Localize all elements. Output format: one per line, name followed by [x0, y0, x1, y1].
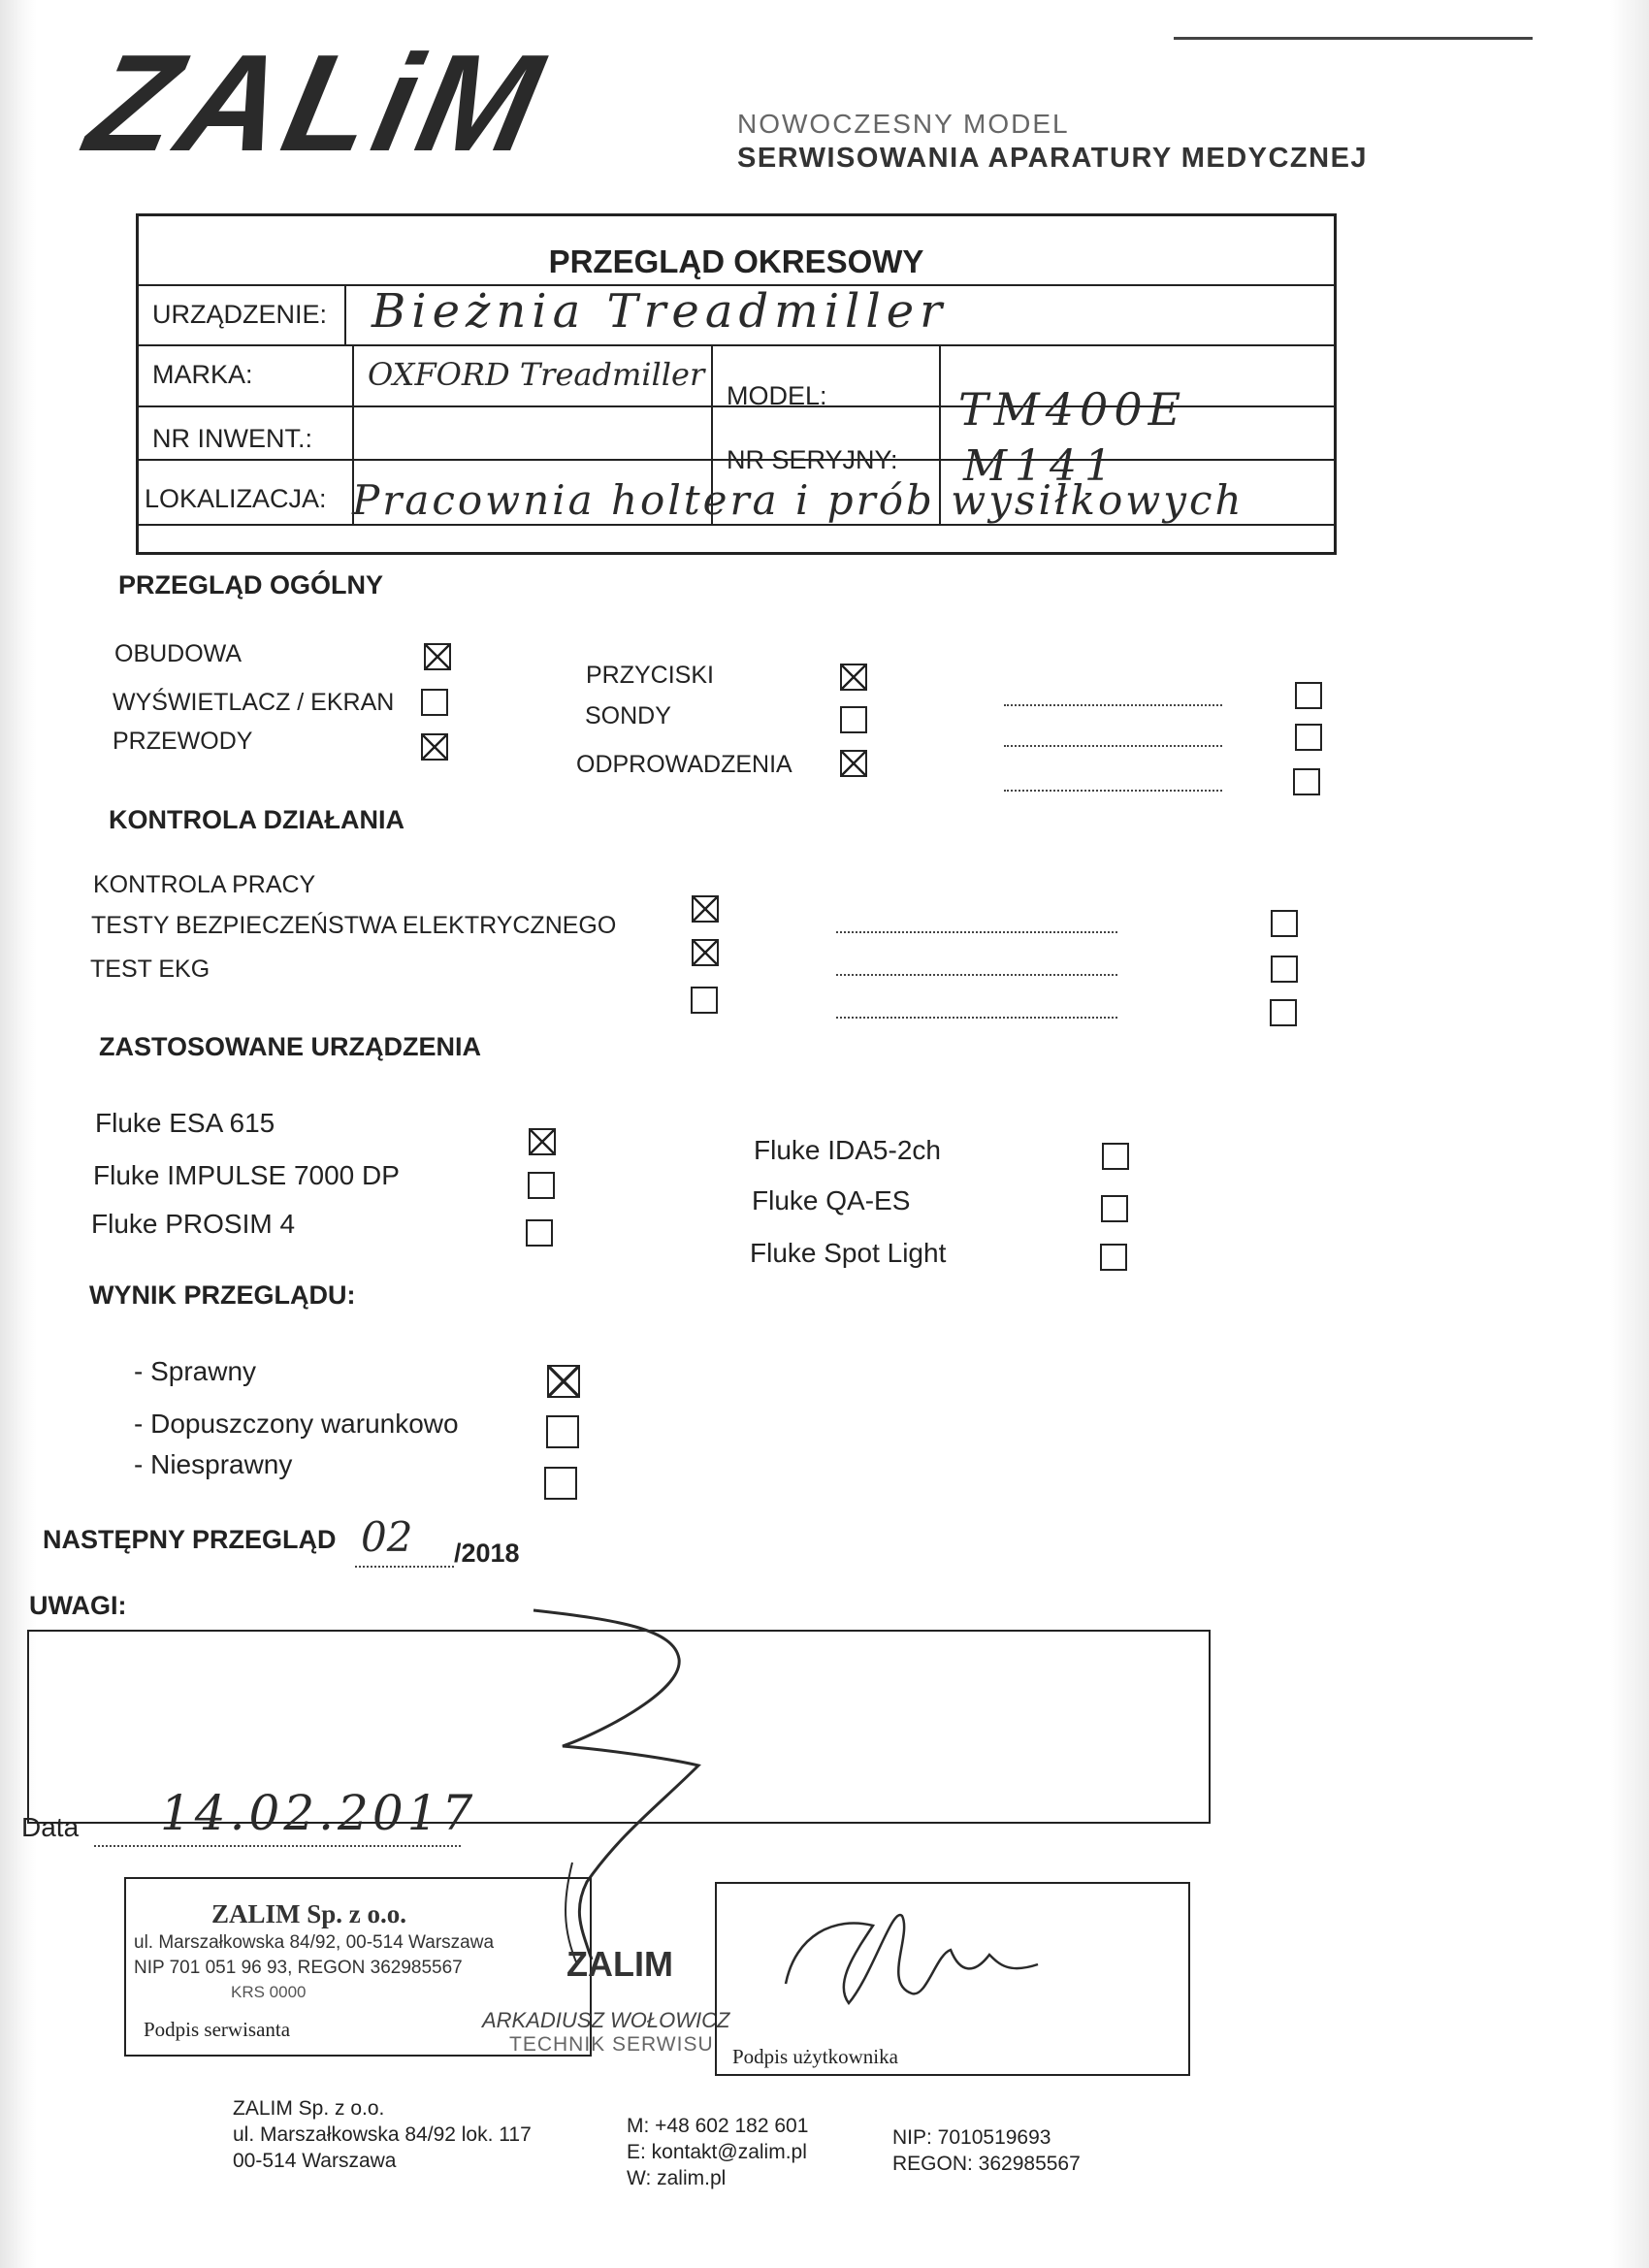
data-label: Data	[21, 1812, 80, 1842]
scan-shadow-right	[1610, 0, 1649, 2268]
dopuszczony-checkbox[interactable]	[546, 1415, 579, 1448]
testy-bezpieczenstwa-checkbox[interactable]	[692, 939, 719, 966]
tagline-2: SERWISOWANIA APARATURY MEDYCZNEJ	[737, 143, 1369, 174]
form-title: PRZEGLĄD OKRESOWY	[548, 243, 924, 279]
footer-ids	[892, 2124, 1081, 2177]
blank-line-6[interactable]	[836, 1015, 1117, 1019]
footer-email[interactable]: E: kontakt@zalim.pl	[627, 2141, 807, 2163]
niesprawny-checkbox[interactable]	[544, 1467, 577, 1500]
nr-inwent-label: NR INWENT.:	[152, 424, 312, 453]
wyswietlacz-checkbox[interactable]	[421, 689, 448, 716]
extra-checkbox-1[interactable]	[1295, 682, 1322, 709]
test-ekg-label: TEST EKG	[90, 956, 210, 983]
blank-line-1[interactable]	[1004, 702, 1222, 706]
scan-shadow-left	[0, 0, 37, 2268]
fluke-esa-615-label: Fluke ESA 615	[95, 1108, 275, 1138]
stamp-address: ul. Marszałkowska 84/92, 00-514 Warszawa	[134, 1932, 495, 1953]
footer-city: 00-514 Warszawa	[233, 2150, 397, 2172]
user-signature	[766, 1896, 1057, 2023]
extra-checkbox-2[interactable]	[1295, 724, 1322, 751]
footer-contact	[627, 2113, 808, 2191]
footer-company: ZALIM Sp. z o.o.	[233, 2097, 385, 2120]
device-info-table	[136, 213, 1337, 555]
fluke-prosim-label: Fluke PROSIM 4	[91, 1209, 296, 1239]
obudowa-label: OBUDOWA	[114, 640, 242, 667]
footer-address	[233, 2095, 532, 2174]
lokalizacja-value[interactable]: Pracownia holtera i prób wysiłkowych	[352, 476, 1245, 524]
technician-name: ARKADIUSZ WOŁOWICZ	[482, 2008, 730, 2032]
odprowadzenia-checkbox[interactable]	[840, 750, 867, 777]
stamp-ids: NIP 701 051 96 93, REGON 362985567	[134, 1958, 463, 1978]
fluke-spot-light-label: Fluke Spot Light	[750, 1238, 947, 1268]
fluke-prosim-checkbox[interactable]	[526, 1219, 553, 1247]
extra-checkbox-4[interactable]	[1271, 910, 1298, 937]
tagline-1: NOWOCZESNY MODEL	[737, 109, 1070, 139]
urzadzenie-label: URZĄDZENIE:	[152, 300, 328, 329]
nastepny-month-line[interactable]	[355, 1564, 454, 1568]
footer-nip: NIP: 7010519693	[892, 2126, 1051, 2149]
przewody-label: PRZEWODY	[113, 728, 253, 755]
fluke-impulse-checkbox[interactable]	[528, 1172, 555, 1199]
testy-bezpieczenstwa-label: TESTY BEZPIECZEŃSTWA ELEKTRYCZNEGO	[91, 912, 617, 939]
niesprawny-label: - Niesprawny	[134, 1449, 293, 1479]
zalim-logo: ZALiM	[76, 26, 559, 180]
fluke-qa-es-label: Fluke QA-ES	[752, 1185, 911, 1215]
sondy-label: SONDY	[585, 702, 671, 729]
extra-checkbox-3[interactable]	[1293, 768, 1320, 795]
dopuszczony-label: - Dopuszczony warunkowo	[134, 1409, 459, 1439]
header-rule	[1174, 37, 1533, 40]
wynik-heading: WYNIK PRZEGLĄDU:	[89, 1280, 356, 1310]
nastepny-label: NASTĘPNY PRZEGLĄD	[43, 1525, 337, 1554]
fluke-impulse-label: Fluke IMPULSE 7000 DP	[93, 1160, 400, 1190]
extra-checkbox-5[interactable]	[1271, 956, 1298, 983]
user-caption: Podpis użytkownika	[732, 2045, 898, 2068]
blank-line-3[interactable]	[1004, 788, 1222, 792]
nastepny-year: /2018	[454, 1539, 520, 1568]
stamp-krs: KRS 0000	[231, 1983, 307, 2001]
lokalizacja-label: LOKALIZACJA:	[145, 484, 327, 513]
odprowadzenia-label: ODPROWADZENIA	[576, 751, 792, 778]
footer-street: ul. Marszałkowska 84/92 lok. 117	[233, 2123, 532, 2146]
sprawny-checkbox[interactable]	[547, 1365, 580, 1398]
fluke-esa-615-checkbox[interactable]	[529, 1128, 556, 1155]
footer-phone: M: +48 602 182 601	[627, 2115, 809, 2137]
blank-line-4[interactable]	[836, 929, 1117, 933]
test-ekg-checkbox[interactable]	[691, 987, 718, 1014]
stamp-logo: ZALIM	[566, 1944, 673, 1984]
nr-seryjny-value[interactable]: M141	[963, 441, 1120, 491]
wyswietlacz-label: WYŚWIETLACZ / EKRAN	[113, 689, 395, 716]
technician-role: TECHNIK SERWISU	[509, 2033, 714, 2056]
uwagi-label: UWAGI:	[29, 1591, 127, 1620]
model-value[interactable]: TM400E	[958, 383, 1187, 436]
fluke-qa-es-checkbox[interactable]	[1101, 1195, 1128, 1222]
kontrola-heading: KONTROLA DZIAŁANIA	[109, 805, 404, 834]
blank-line-2[interactable]	[1004, 743, 1222, 747]
przyciski-checkbox[interactable]	[840, 664, 867, 691]
blank-line-5[interactable]	[836, 972, 1117, 976]
serwisant-caption: Podpis serwisanta	[144, 2018, 291, 2041]
fluke-ida5-checkbox[interactable]	[1102, 1143, 1129, 1170]
footer-web[interactable]: W: zalim.pl	[627, 2167, 727, 2189]
nr-seryjny-label: NR SERYJNY:	[727, 445, 898, 474]
kontrola-pracy-checkbox[interactable]	[692, 895, 719, 923]
model-label: MODEL:	[727, 381, 827, 410]
urzadzenia-heading: ZASTOSOWANE URZĄDZENIA	[99, 1032, 482, 1061]
footer-regon: REGON: 362985567	[892, 2153, 1081, 2175]
kontrola-pracy-label: KONTROLA PRACY	[93, 871, 316, 898]
przeglad-ogolny-heading: PRZEGLĄD OGÓLNY	[118, 570, 384, 599]
przewody-checkbox[interactable]	[421, 733, 448, 761]
extra-checkbox-6[interactable]	[1270, 999, 1297, 1026]
fluke-spot-light-checkbox[interactable]	[1100, 1244, 1127, 1271]
marka-label: MARKA:	[152, 360, 253, 389]
stamp-company: ZALIM Sp. z o.o.	[211, 1899, 407, 1928]
sprawny-label: - Sprawny	[134, 1356, 257, 1386]
fluke-ida5-label: Fluke IDA5-2ch	[754, 1135, 941, 1165]
przyciski-label: PRZYCISKI	[586, 662, 714, 689]
data-line[interactable]	[94, 1843, 461, 1847]
sondy-checkbox[interactable]	[840, 706, 867, 733]
nastepny-month-value[interactable]: 02	[361, 1513, 413, 1561]
data-value[interactable]: 14.02.2017	[160, 1785, 477, 1841]
obudowa-checkbox[interactable]	[424, 643, 451, 670]
marka-value[interactable]: OXFORD Treadmiller	[368, 356, 705, 393]
urzadzenie-value[interactable]: Bieżnia Treadmiller	[372, 284, 949, 339]
